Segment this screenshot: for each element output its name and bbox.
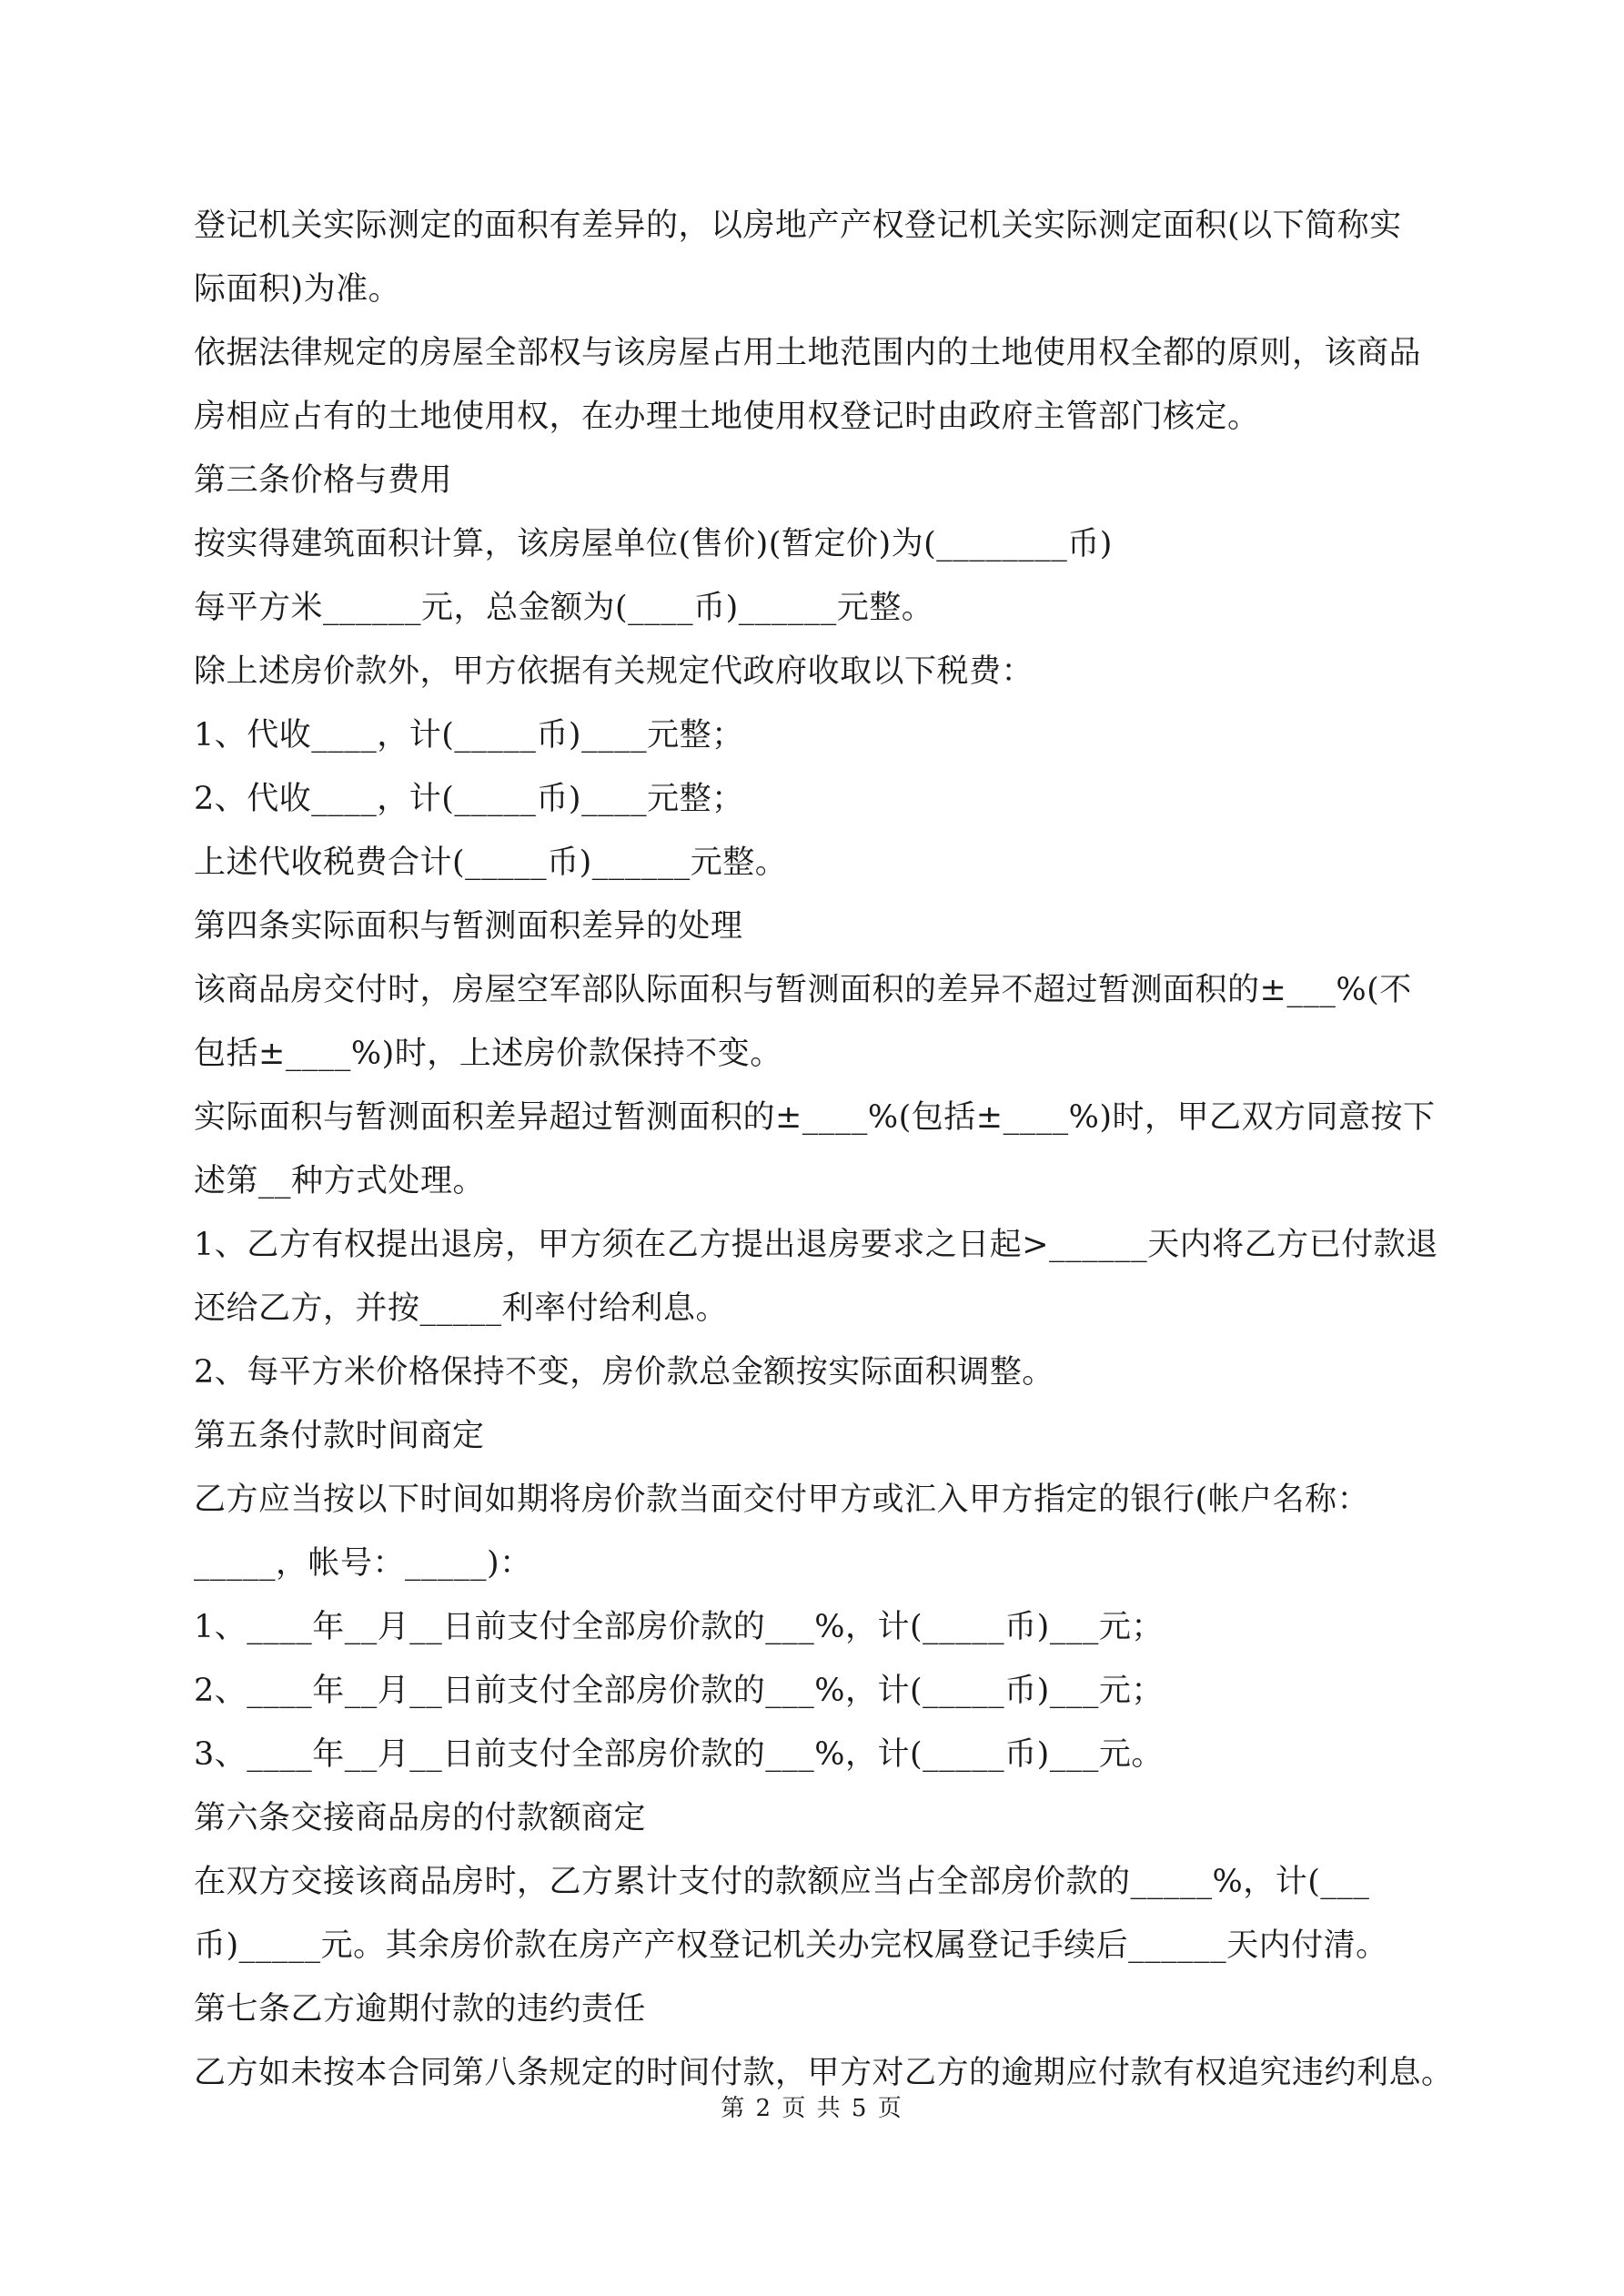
text-line: _____，帐号：_____)：: [194, 1545, 532, 1582]
text-line: 在双方交接该商品房时，乙方累计支付的款额应当占全部房价款的_____%，计(___: [194, 1864, 1370, 1900]
section-heading-article-3: 第三条价格与费用: [194, 462, 453, 499]
section-heading-article-6: 第六条交接商品房的付款额商定: [194, 1800, 647, 1836]
text-line: 登记机关实际测定的面积有差异的，以房地产产权登记机关实际测定面积(以下简称实: [194, 207, 1402, 244]
text-line: 上述代收税费合计(_____币)______元整。: [194, 845, 788, 881]
text-line: 除上述房价款外，甲方依据有关规定代政府收取以下税费：: [194, 653, 1034, 690]
text-line: 1、代收____，计(_____币)____元整；: [194, 717, 744, 754]
section-heading-article-5: 第五条付款时间商定: [194, 1418, 485, 1454]
text-line: 际面积)为准。: [194, 271, 401, 308]
text-line: 每平方米______元，总金额为(____币)______元整。: [194, 590, 934, 626]
text-line: 还给乙方，并按_____利率付给利息。: [194, 1290, 729, 1327]
page-number-footer: 第 2 页 共 5 页: [721, 2095, 903, 2122]
text-line: 按实得建筑面积计算，该房屋单位(售价)(暂定价)为(________币): [194, 526, 1113, 562]
section-heading-article-4: 第四条实际面积与暂测面积差异的处理: [194, 908, 743, 945]
text-line: 1、____年__月__日前支付全部房价款的___%，计(_____币)___元；: [194, 1609, 1164, 1645]
text-line: 房相应占有的土地使用权，在办理土地使用权登记时由政府主管部门核定。: [194, 399, 1260, 435]
text-line: 乙方如未按本合同第八条规定的时间付款，甲方对乙方的逾期应付款有权追究违约利息。: [194, 2055, 1454, 2091]
text-line: 实际面积与暂测面积差异超过暂测面积的±____%(包括±____%)时，甲乙双方同意按下: [194, 1099, 1436, 1136]
text-line: 1、乙方有权提出退房，甲方须在乙方提出退房要求之日起>______天内将乙方已付款退: [194, 1227, 1438, 1263]
text-line: 2、代收____，计(_____币)____元整；: [194, 781, 744, 817]
text-line: 2、每平方米价格保持不变，房价款总金额按实际面积调整。: [194, 1354, 1054, 1391]
text-line: 述第__种方式处理。: [194, 1163, 486, 1199]
text-line: 2、____年__月__日前支付全部房价款的___%，计(_____币)___元；: [194, 1673, 1164, 1709]
text-line: 币)_____元。其余房价款在房产产权登记机关办完权属登记手续后______天内付清。: [194, 1927, 1388, 1964]
section-heading-article-7: 第七条乙方逾期付款的违约责任: [194, 1991, 647, 2028]
text-line: 3、____年__月__日前支付全部房价款的___%，计(_____币)___元。: [194, 1736, 1164, 1773]
text-line: 依据法律规定的房屋全部权与该房屋占用土地范围内的土地使用权全都的原则，该商品: [194, 335, 1422, 371]
contract-body: [194, 194, 1454, 2105]
text-line: 该商品房交付时，房屋空军部队际面积与暂测面积的差异不超过暂测面积的±___%(不: [194, 972, 1412, 1008]
text-line: 包括±____%)时，上述房价款保持不变。: [194, 1036, 782, 1072]
text-line: 乙方应当按以下时间如期将房价款当面交付甲方或汇入甲方指定的银行(帐户名称：: [194, 1482, 1370, 1518]
